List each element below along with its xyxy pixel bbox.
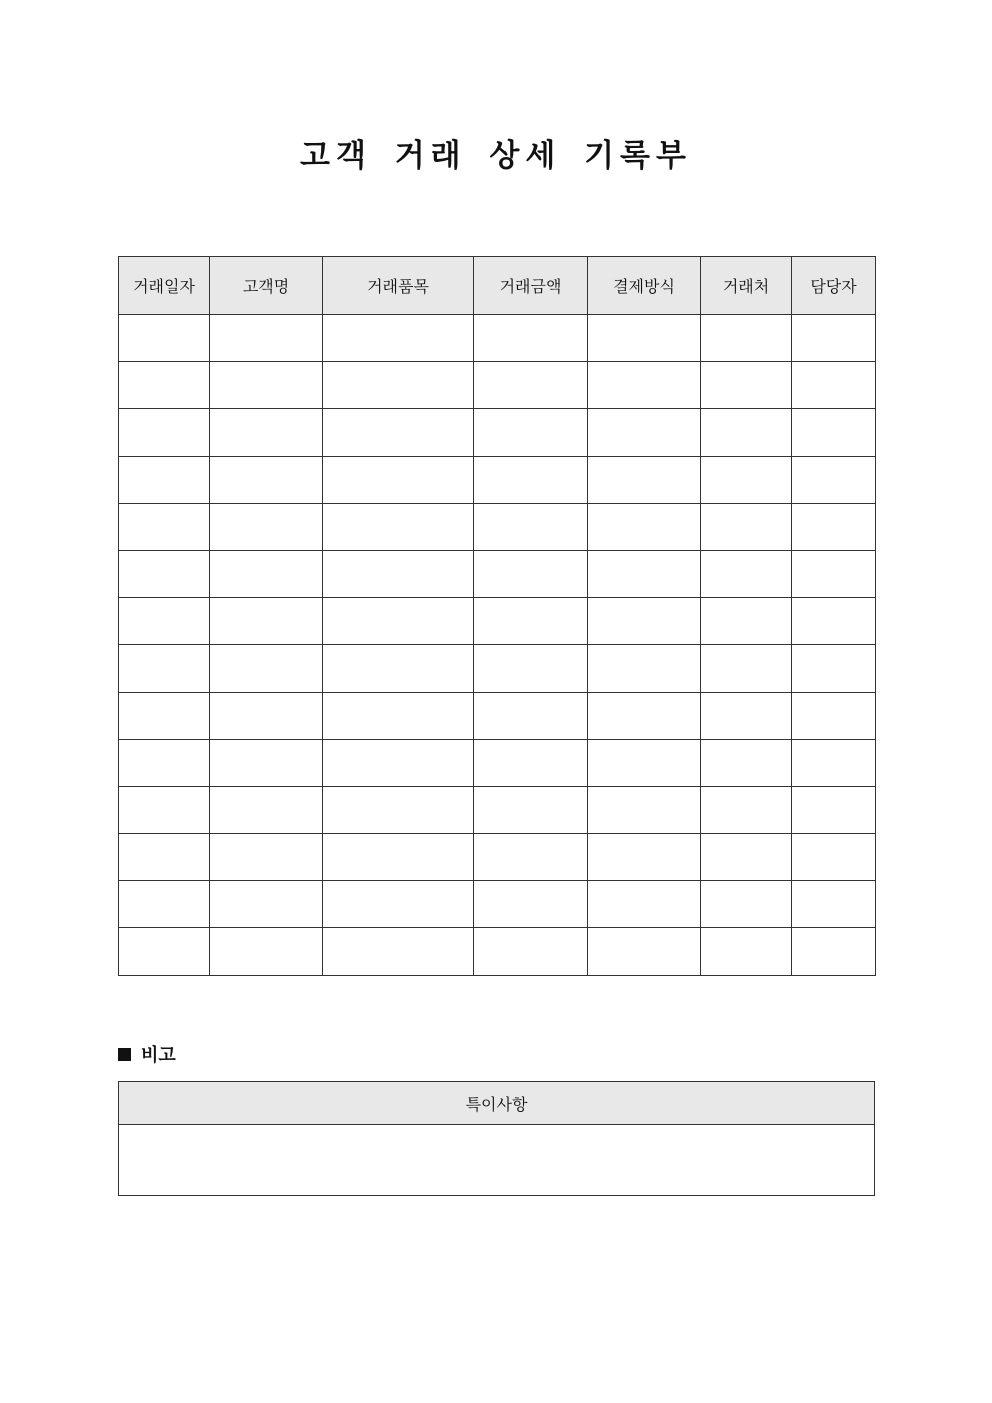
table-cell[interactable]: [323, 645, 474, 692]
table-cell[interactable]: [210, 881, 323, 928]
table-cell[interactable]: [701, 550, 792, 597]
table-cell[interactable]: [119, 315, 210, 362]
table-body: [119, 315, 876, 976]
table-cell[interactable]: [323, 456, 474, 503]
column-header-partner: 거래처: [701, 257, 792, 315]
remarks-heading-label: 비고: [141, 1045, 176, 1066]
table-cell[interactable]: [210, 362, 323, 409]
table-cell[interactable]: [792, 645, 876, 692]
table-row: [119, 598, 876, 645]
table-cell[interactable]: [474, 739, 588, 786]
table-cell[interactable]: [119, 739, 210, 786]
remarks-header-row: [119, 1082, 875, 1125]
table-row: [119, 739, 876, 786]
table-cell[interactable]: [588, 645, 701, 692]
table-cell[interactable]: [323, 598, 474, 645]
table-cell[interactable]: [701, 362, 792, 409]
table-cell[interactable]: [474, 598, 588, 645]
column-header-amount: 거래금액: [474, 257, 588, 315]
table-cell[interactable]: [323, 739, 474, 786]
table-cell[interactable]: [588, 692, 701, 739]
table-cell[interactable]: [210, 692, 323, 739]
table-cell[interactable]: [701, 739, 792, 786]
table-cell[interactable]: [323, 362, 474, 409]
table-cell[interactable]: [474, 409, 588, 456]
table-cell[interactable]: [210, 315, 323, 362]
table-cell[interactable]: [323, 881, 474, 928]
table-cell[interactable]: [119, 362, 210, 409]
table-cell[interactable]: [210, 645, 323, 692]
remarks-cell[interactable]: [119, 1125, 875, 1196]
table-row: [119, 456, 876, 503]
table-cell[interactable]: [701, 692, 792, 739]
table-cell[interactable]: [210, 550, 323, 597]
table-cell[interactable]: [474, 456, 588, 503]
table-cell[interactable]: [119, 786, 210, 833]
square-bullet-icon: [118, 1048, 131, 1061]
table-cell[interactable]: [323, 928, 474, 975]
table-cell[interactable]: [701, 409, 792, 456]
table-cell[interactable]: [474, 928, 588, 975]
table-cell[interactable]: [119, 456, 210, 503]
table-cell[interactable]: [119, 550, 210, 597]
table-cell[interactable]: [474, 645, 588, 692]
table-cell[interactable]: [323, 834, 474, 881]
column-header-date: 거래일자: [119, 257, 210, 315]
column-header-payment-method: 결제방식: [588, 257, 701, 315]
table-cell[interactable]: [701, 598, 792, 645]
table-cell[interactable]: [701, 834, 792, 881]
table-cell[interactable]: [588, 362, 701, 409]
table-cell[interactable]: [210, 739, 323, 786]
table-cell[interactable]: [588, 456, 701, 503]
table-cell[interactable]: [210, 786, 323, 833]
table-cell[interactable]: [701, 315, 792, 362]
table-cell[interactable]: [119, 503, 210, 550]
table-cell[interactable]: [792, 503, 876, 550]
table-cell[interactable]: [701, 928, 792, 975]
remarks-table: [118, 1081, 875, 1196]
table-cell[interactable]: [119, 928, 210, 975]
table-header-row: [119, 257, 876, 315]
table-cell[interactable]: [792, 928, 876, 975]
table-cell[interactable]: [210, 409, 323, 456]
table-cell[interactable]: [588, 409, 701, 456]
table-cell[interactable]: [474, 881, 588, 928]
table-cell[interactable]: [588, 503, 701, 550]
table-cell[interactable]: [701, 881, 792, 928]
table-cell[interactable]: [588, 739, 701, 786]
table-cell[interactable]: [210, 456, 323, 503]
table-cell[interactable]: [119, 692, 210, 739]
table-cell[interactable]: [792, 881, 876, 928]
table-cell[interactable]: [792, 598, 876, 645]
table-cell[interactable]: [474, 503, 588, 550]
column-header-item: 거래품목: [323, 257, 474, 315]
table-cell[interactable]: [323, 503, 474, 550]
table-cell[interactable]: [119, 598, 210, 645]
table-row: [119, 409, 876, 456]
table-cell[interactable]: [588, 786, 701, 833]
table-row: [119, 550, 876, 597]
table-cell[interactable]: [792, 362, 876, 409]
remarks-row: [119, 1125, 875, 1196]
table-cell[interactable]: [210, 503, 323, 550]
table-row: [119, 881, 876, 928]
table-cell[interactable]: [701, 786, 792, 833]
table-cell[interactable]: [588, 315, 701, 362]
table-cell[interactable]: [474, 362, 588, 409]
table-cell[interactable]: [323, 692, 474, 739]
table-cell[interactable]: [474, 550, 588, 597]
table-row: [119, 928, 876, 975]
column-header-manager: 담당자: [792, 257, 876, 315]
table-cell[interactable]: [210, 598, 323, 645]
table-cell[interactable]: [119, 881, 210, 928]
table-row: [119, 786, 876, 833]
table-cell[interactable]: [792, 315, 876, 362]
remarks-column-header: 특이사항: [119, 1082, 875, 1125]
table-cell[interactable]: [119, 834, 210, 881]
table-cell[interactable]: [323, 550, 474, 597]
remarks-heading: [118, 1044, 176, 1068]
table-cell[interactable]: [588, 834, 701, 881]
table-cell[interactable]: [323, 315, 474, 362]
table-cell[interactable]: [701, 456, 792, 503]
table-cell[interactable]: [210, 928, 323, 975]
table-row: [119, 315, 876, 362]
page-title: 고객 거래 상세 기록부: [300, 138, 692, 174]
table-cell[interactable]: [792, 834, 876, 881]
table-cell[interactable]: [792, 786, 876, 833]
table-cell[interactable]: [210, 834, 323, 881]
table-cell[interactable]: [701, 503, 792, 550]
table-cell[interactable]: [474, 786, 588, 833]
table-cell[interactable]: [474, 834, 588, 881]
table-row: [119, 362, 876, 409]
table-cell[interactable]: [588, 598, 701, 645]
table-row: [119, 503, 876, 550]
table-cell[interactable]: [792, 739, 876, 786]
table-cell[interactable]: [474, 315, 588, 362]
table-row: [119, 692, 876, 739]
table-row: [119, 645, 876, 692]
table-cell[interactable]: [792, 550, 876, 597]
table-cell[interactable]: [323, 409, 474, 456]
table-cell[interactable]: [323, 786, 474, 833]
table-cell[interactable]: [792, 692, 876, 739]
table-row: [119, 834, 876, 881]
table-cell[interactable]: [588, 881, 701, 928]
table-cell[interactable]: [474, 692, 588, 739]
table-cell[interactable]: [119, 409, 210, 456]
table-cell[interactable]: [701, 645, 792, 692]
table-cell[interactable]: [588, 550, 701, 597]
transaction-record-table: [118, 256, 876, 976]
table-cell[interactable]: [792, 409, 876, 456]
column-header-customer: 고객명: [210, 257, 323, 315]
table-cell[interactable]: [588, 928, 701, 975]
table-cell[interactable]: [792, 456, 876, 503]
table-cell[interactable]: [119, 645, 210, 692]
